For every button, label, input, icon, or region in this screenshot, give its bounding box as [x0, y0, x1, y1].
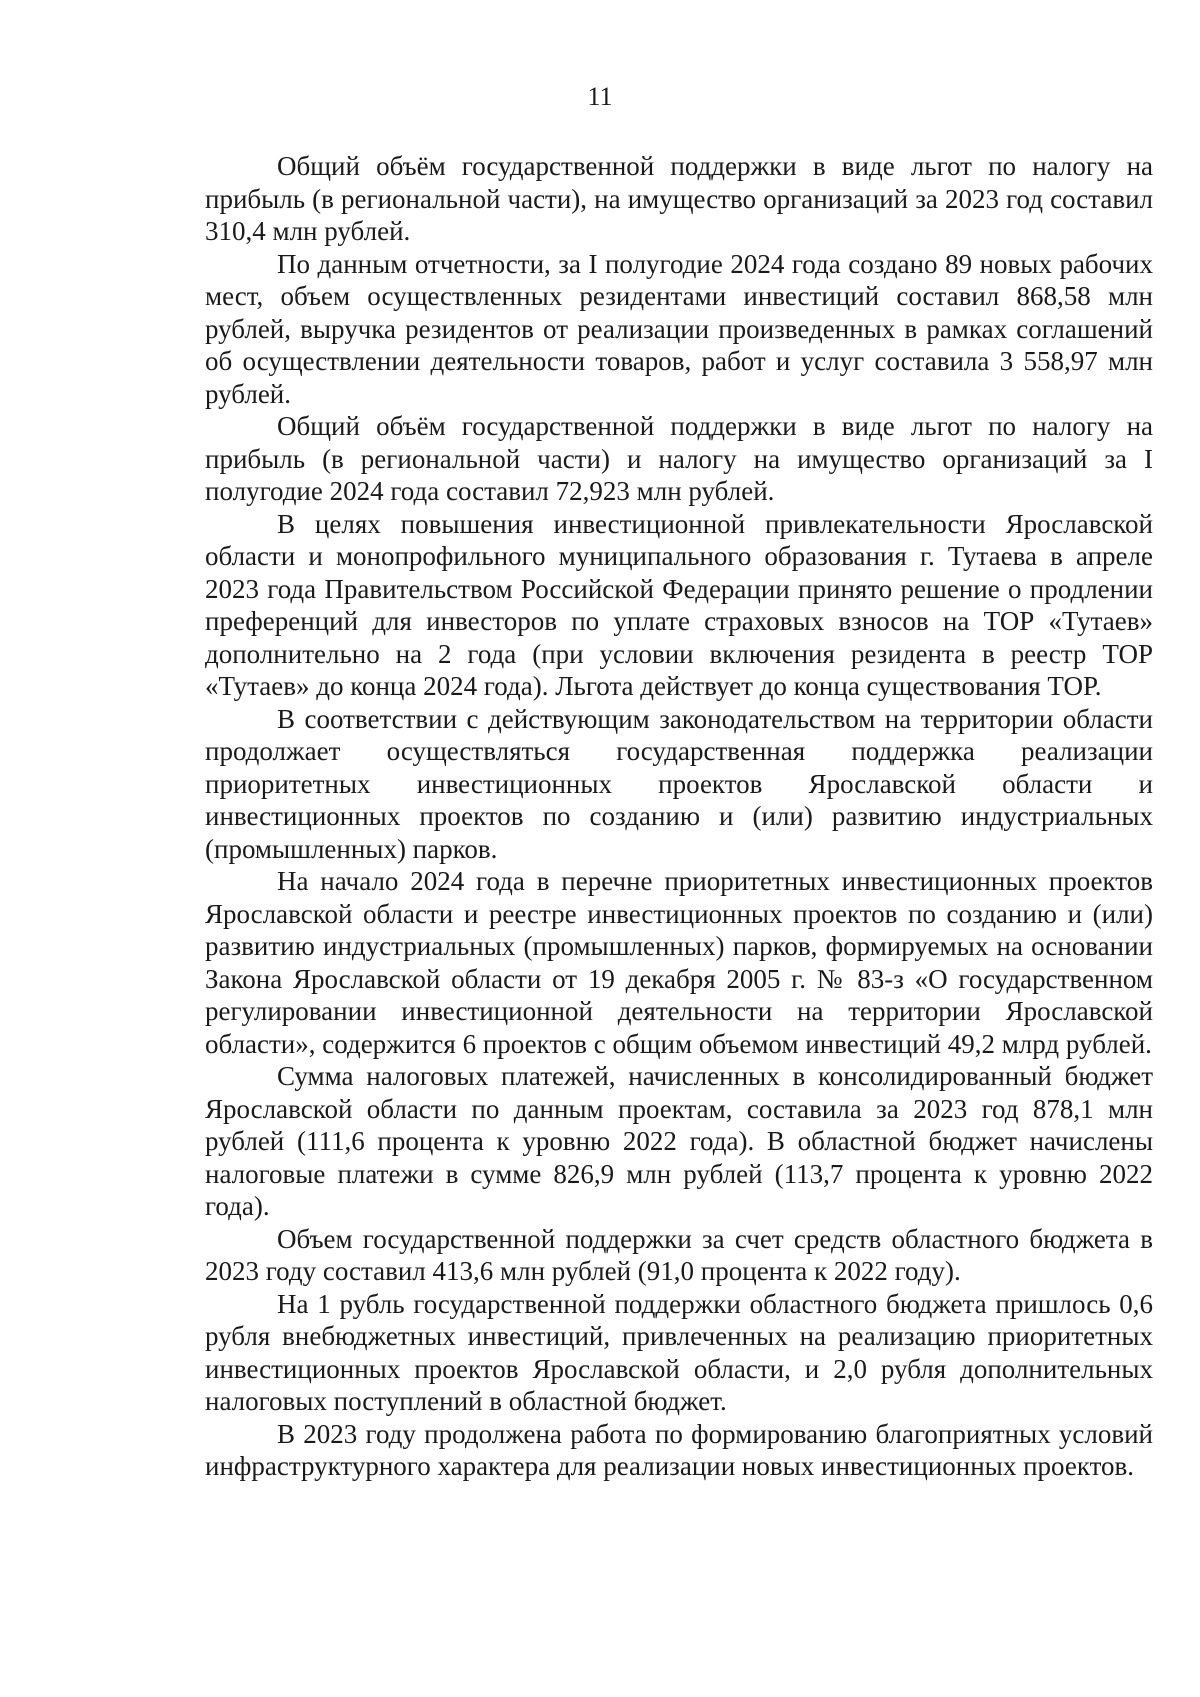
paragraph-10: В 2023 году продолжена работа по формированию благоприятных условий инфраструктурного характера для реализации новых инвестиционных проектов.	[205, 1418, 1153, 1481]
paragraph-5: В соответствии с действующим законодательством на территории области продолжает осуществляться государственная поддержка реализации приоритетных инвестиционных проектов Ярославской области и инвестиционных проектов по созданию и (или) развитию индустриальных (промышленных) парков.	[205, 703, 1153, 864]
page-number: 11	[587, 82, 613, 111]
paragraph-7: Сумма налоговых платежей, начисленных в консолидированный бюджет Ярославской области по данным проектам, составила за 2023 год 878,1 млн рублей (111,6 процента к уровню 2022 года). В областной бюджет начислены налоговые платежи в сумме 826,9 млн рублей (113,7 процента к уровню 2022 года).	[205, 1061, 1153, 1221]
document-body	[205, 150, 1153, 1483]
paragraph-9: На 1 рубль государственной поддержки областного бюджета пришлось 0,6 рубля внебюджетных инвестиций, привлеченных на реализацию приоритетных инвестиционных проектов Ярославской области, и 2,0 рубля дополнительных налоговых поступлений в областной бюджет.	[205, 1288, 1153, 1416]
paragraph-1: Общий объём государственной поддержки в виде льгот по налогу на прибыль (в региональной части), на имущество организаций за 2023 год составил 310,4 млн рублей.	[205, 151, 1153, 246]
paragraph-2: По данным отчетности, за I полугодие 2024 года создано 89 новых рабочих мест, объем осуществленных резидентами инвестиций составил 868,58 млн рублей, выручка резидентов от реализации произведенных в рамках соглашений об осуществлении деятельности товаров, работ и услуг составила 3 558,97 млн рублей.	[205, 248, 1153, 409]
paragraph-4: В целях повышения инвестиционной привлекательности Ярославской области и монопрофильного муниципального образования г. Тутаева в апреле 2023 года Правительством Российской Федерации принято решение о продлении преференций для инвесторов по уплате страховых взносов на ТОР «Тутаев» дополнительно на 2 года (при условии включения резидента в реестр ТОР «Тутаев» до конца 2024 года). Льгота действует до конца существования ТОР.	[205, 508, 1153, 701]
paragraph-8: Объем государственной поддержки за счет средств областного бюджета в 2023 году составил 413,6 млн рублей (91,0 процента к 2022 году).	[205, 1223, 1153, 1286]
paragraph-3: Общий объём государственной поддержки в виде льгот по налогу на прибыль (в региональной части) и налогу на имущество организаций за I полугодие 2024 года составил 72,923 млн рублей.	[205, 411, 1153, 506]
paragraph-6: На начало 2024 года в перечне приоритетных инвестиционных проектов Ярославской области и реестре инвестиционных проектов по созданию и (или) развитию индустриальных (промышленных) парков, формируемых на основании Закона Ярославской области от 19 декабря 2005 г. № 83-з «О государственном регулировании инвестиционной деятельности на территории Ярославской области», содержится 6 проектов с общим объемом инвестиций 49,2 млрд рублей.	[205, 866, 1153, 1059]
